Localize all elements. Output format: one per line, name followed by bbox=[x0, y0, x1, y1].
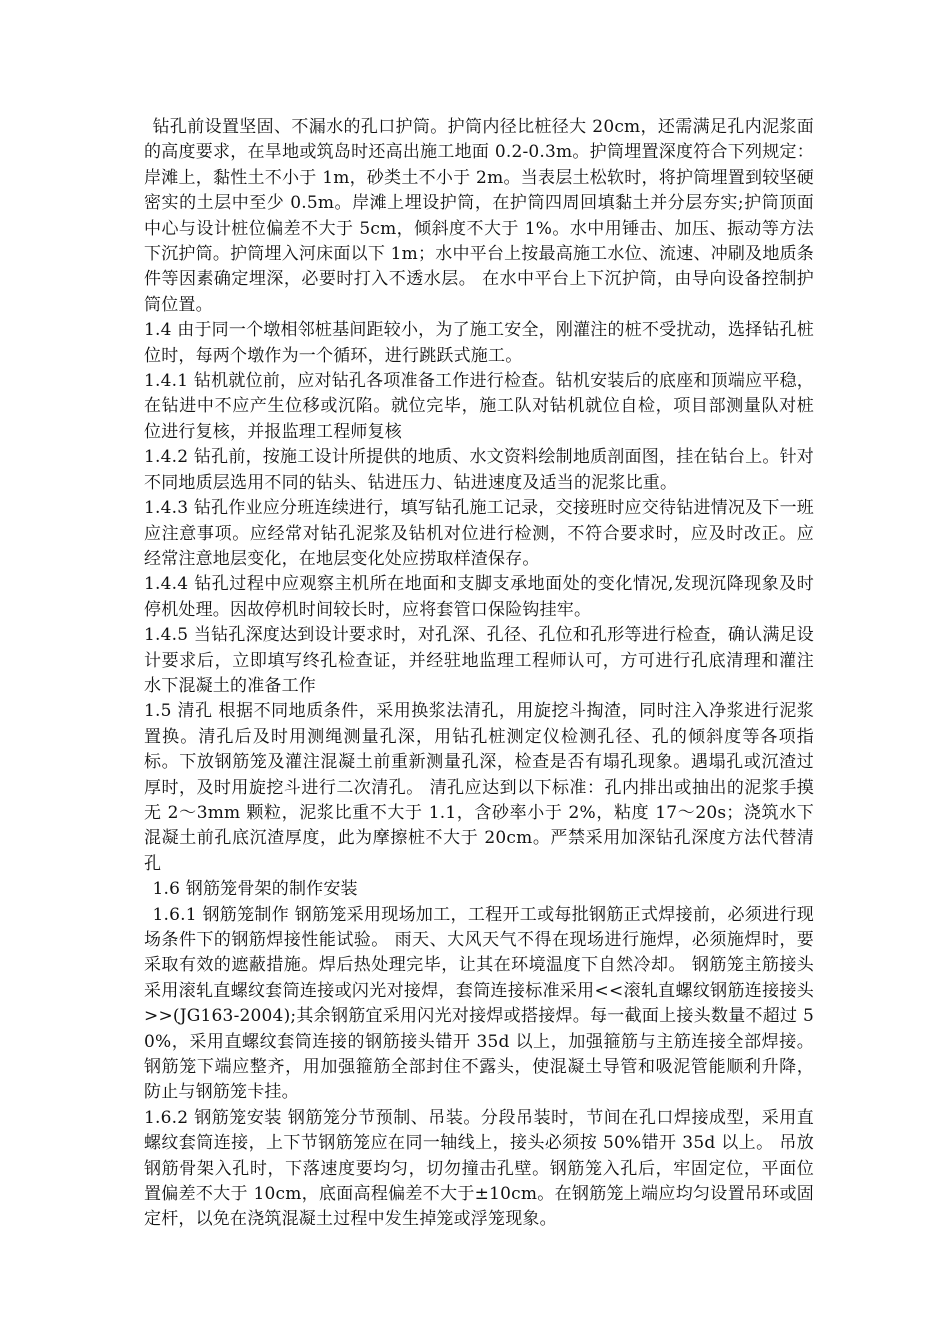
paragraph-1-4-2: 1.4.2 钻孔前，按施工设计所提供的地质、水文资料绘制地质剖面图，挂在钻台上。针对不同地质层选用不同的钻头、钻进压力、钻进速度及适当的泥浆比重。 bbox=[144, 447, 814, 493]
paragraph-1-4-3: 1.4.3 钻孔作业应分班连续进行，填写钻孔施工记录，交接班时应交待钻进情况及下一班应注意事项。应经常对钻孔泥浆及钻机对位进行检测，不符合要求时，应及时改正。应经常注意地层变化，在地层变化处应捞取样渣保存。 bbox=[144, 498, 814, 569]
paragraph-casing: 钻孔前设置坚固、不漏水的孔口护筒。护筒内径比桩径大 20cm，还需满足孔内泥浆面的高度要求，在旱地或筑岛时还高出施工地面 0.2-0.3m。护筒埋置深度符合下列规定： 岸滩上，黏性土不小于 1m，砂类土不小于 2m。当表层土松软时，将护筒埋置到较坚硬密实的土层中至少 0.5m。岸滩上埋设护筒，在护筒四周回填黏土并分层夯实;护筒顶面中心与设计桩位偏差不大于 5cm，倾斜度不大于 1%。水中用锤击、加压、振动等方法下沉护筒。护筒埋入河床面以下 1m；水中平台上按最高施工水位、流速、冲刷及地质条件等因素确定埋深，必要时打入不透水层。 在水中平台上下沉护筒，由导向设备控制护筒位置。 bbox=[144, 117, 814, 315]
paragraph-1-4-1: 1.4.1 钻机就位前，应对钻孔各项准备工作进行检查。钻机安装后的底座和顶端应平稳，在钻进中不应产生位移或沉陷。就位完毕，施工队对钻机就位自检，项目部测量队对桩位进行复核，并报监理工程师复核 bbox=[144, 371, 814, 442]
paragraph-1-4-4: 1.4.4 钻孔过程中应观察主机所在地面和支脚支承地面处的变化情况,发现沉降现象及时停机处理。因故停机时间较长时，应将套管口保险钩挂牢。 bbox=[144, 574, 814, 620]
heading-1-6: 1.6 钢筋笼骨架的制作安装 bbox=[152, 879, 358, 900]
paragraph-1-4: 1.4 由于同一个墩相邻桩基间距较小，为了施工安全，刚灌注的桩不受扰动，选择钻孔桩位时，每两个墩作为一个循环，进行跳跃式施工。 bbox=[144, 320, 814, 366]
paragraph-1-4-5: 1.4.5 当钻孔深度达到设计要求时，对孔深、孔径、孔位和孔形等进行检查，确认满足设计要求后，立即填写终孔检查证，并经驻地监理工程师认可，方可进行孔底清理和灌注水下混凝土的准备工作 bbox=[144, 625, 814, 696]
paragraph-1-5-hole-cleaning: 1.5 清孔 根据不同地质条件，采用换浆法清孔，用旋挖斗掏渣，同时注入净浆进行泥浆置换。清孔后及时用测绳测量孔深，用钻孔桩测定仪检测孔径、孔的倾斜度等各项指标。下放钢筋笼及灌注混凝土前重新测量孔深，检查是否有塌孔现象。遇塌孔或沉渣过厚时，及时用旋挖斗进行二次清孔。 清孔应达到以下标准：孔内排出或抽出的泥浆手摸无 2～3mm 颗粒，泥浆比重不大于 1.1，含砂率小于 2%，粘度 17～20s；浇筑水下混凝土前孔底沉渣厚度，此为摩擦桩不大于 20cm。严禁采用加深钻孔深度方法代替清孔 bbox=[144, 701, 814, 874]
document-body bbox=[144, 115, 814, 1233]
paragraph-1-6-1: 1.6.1 钢筋笼制作 钢筋笼采用现场加工，工程开工或每批钢筋正式焊接前，必须进行现场条件下的钢筋焊接性能试验。 雨天、大风天气不得在现场进行施焊，必须施焊时，要采取有效的遮蔽措施。焊后热处理完毕，让其在环境温度下自然冷却。 钢筋笼主筋接头采用滚轧直螺纹套筒连接或闪光对接焊，套筒连接标准采用<<滚轧直螺纹钢筋连接接头>>(JG163-2004);其余钢筋宜采用闪光对接焊或搭接焊。每一截面上接头数量不超过 50%，采用直螺纹套筒连接的钢筋接头错开 35d 以上，加强箍筋与主筋连接全部焊接。钢筋笼下端应整齐，用加强箍筋全部封住不露头，使混凝土导管和吸泥管能顺利升降，防止与钢筋笼卡挂。 bbox=[144, 904, 814, 1103]
paragraph-1-6-2: 1.6.2 钢筋笼安装 钢筋笼分节预制、吊装。分段吊装时，节间在孔口焊接成型，采用直螺纹套筒连接，上下节钢筋笼应在同一轴线上，接头必须按 50%错开 35d 以上。 吊放钢筋骨架入孔时，下落速度要均匀，切勿撞击孔壁。钢筋笼入孔后，牢固定位，平面位置偏差不大于 10cm，底面高程偏差不大于±10cm。在钢筋笼上端应均匀设置吊环或固定杆，以免在浇筑混凝土过程中发生掉笼或浮笼现象。 bbox=[144, 1107, 814, 1230]
